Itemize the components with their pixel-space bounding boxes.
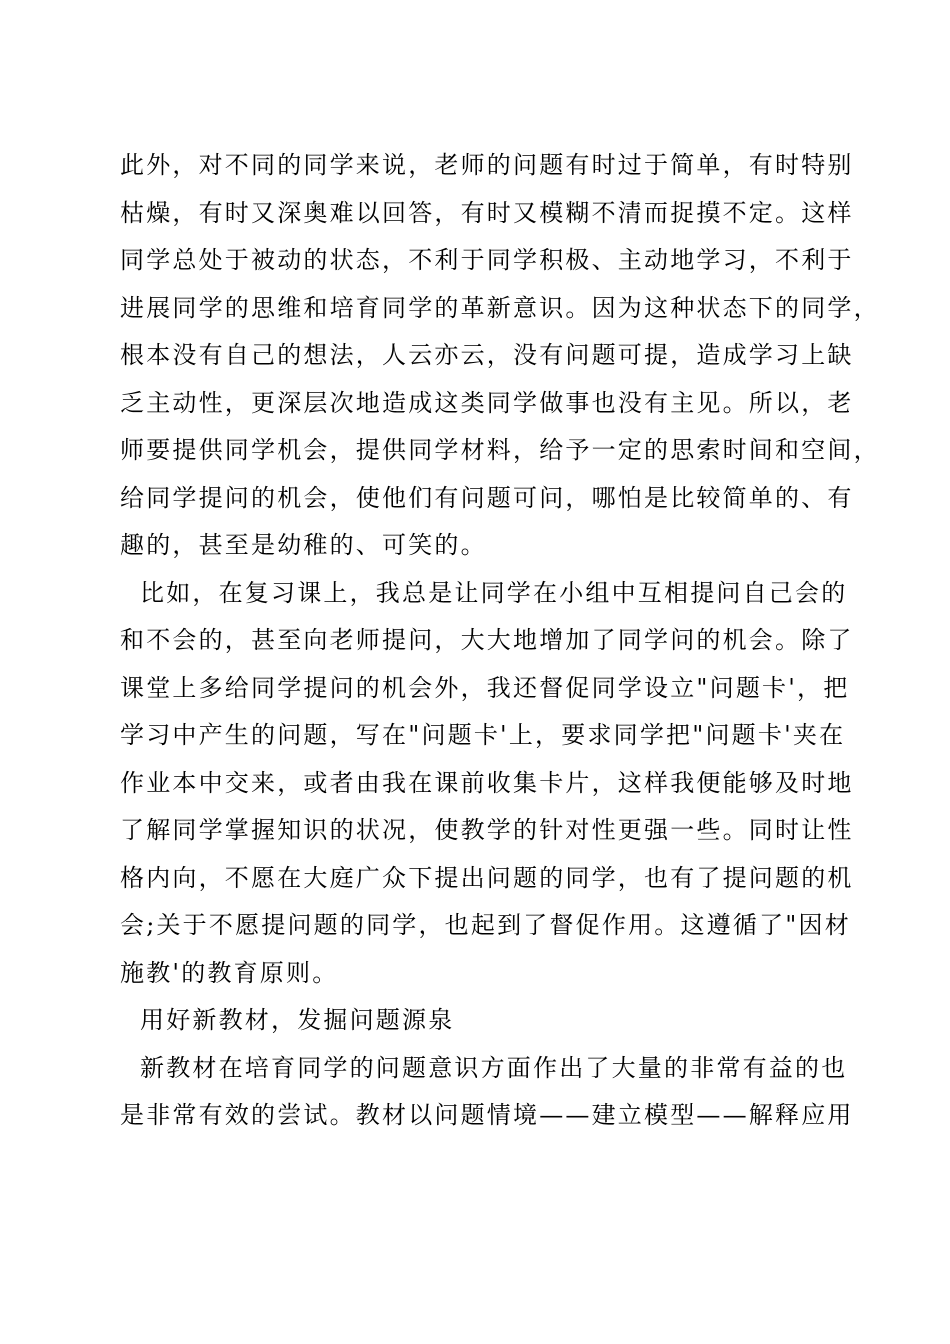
text-line: 格内向，不愿在大庭广众下提出问题的同学，也有了提问题的机 <box>120 863 854 892</box>
text-line: 乏主动性，更深层次地造成这类同学做事也没有主见。所以，老 <box>120 388 854 417</box>
text-line: 给同学提问的机会，使他们有问题可问，哪怕是比较简单的、有 <box>120 483 854 512</box>
text-line: 根本没有自己的想法，人云亦云，没有问题可提，造成学习上缺 <box>120 341 854 369</box>
text-line: 新教材在培育同学的问题意识方面作出了大量的非常有益的也 <box>140 1053 848 1082</box>
text-line: 枯燥，有时又深奥难以回答，有时又模糊不清而捉摸不定。这样 <box>120 198 854 227</box>
text-line: 师要提供同学机会，提供同学材料，给予一定的思索时间和空间， <box>120 436 880 464</box>
text-line: 是非常有效的尝试。教材以问题情境——建立模型——解释应用 <box>120 1101 854 1129</box>
text-line: 作业本中交来，或者由我在课前收集卡片，这样我便能够及时地 <box>120 768 854 797</box>
text-line: 和不会的，甚至向老师提问，大大地增加了同学问的机会。除了 <box>120 626 854 654</box>
text-line: 学习中产生的问题，写在"问题卡'上，要求同学把"问题卡'夹在 <box>120 721 846 749</box>
text-line: 进展同学的思维和培育同学的革新意识。因为这种状态下的同学， <box>120 293 880 322</box>
text-line: 比如，在复习课上，我总是让同学在小组中互相提问自己会的 <box>140 578 848 607</box>
text-line: 此外，对不同的同学来说，老师的问题有时过于简单，有时特别 <box>120 151 854 179</box>
text-line: 同学总处于被动的状态，不利于同学积极、主动地学习，不利于 <box>120 246 854 274</box>
text-line: 会;关于不愿提问题的同学，也起到了督促作用。这遵循了"因材 <box>120 911 851 939</box>
text-line: 课堂上多给同学提问的机会外，我还督促同学设立"问题卡'，把 <box>120 673 850 702</box>
text-line: 了解同学掌握知识的状况，使教学的针对性更强一些。同时让性 <box>120 816 854 844</box>
text-line: 施教'的教育原则。 <box>120 958 339 987</box>
section-heading: 用好新教材，发掘问题源泉 <box>140 1006 455 1034</box>
text-line: 趣的，甚至是幼稚的、可笑的。 <box>120 531 487 559</box>
document-body <box>120 142 880 1140</box>
